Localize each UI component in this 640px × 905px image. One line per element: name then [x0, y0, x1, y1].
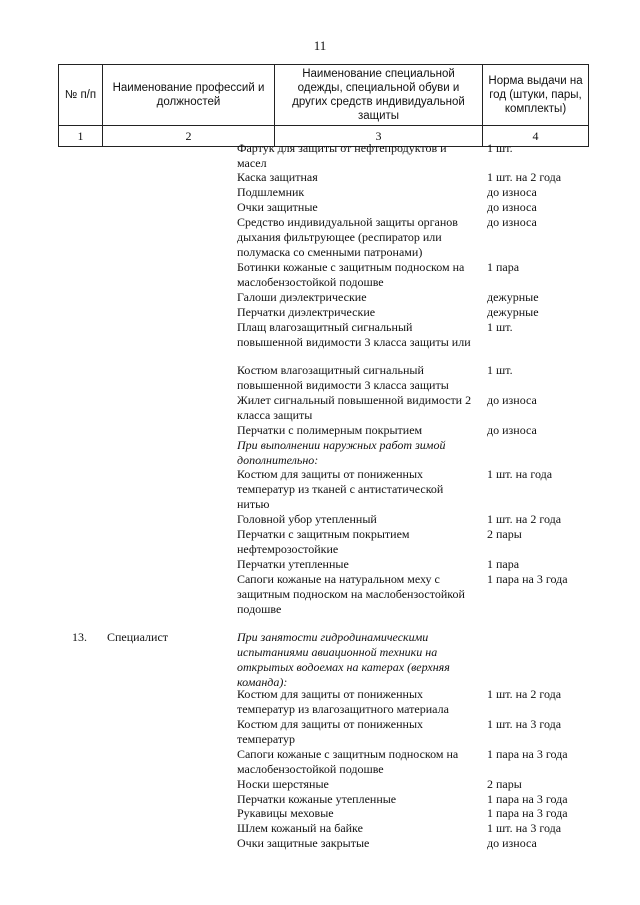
item-name: Перчатки диэлектрические	[237, 305, 376, 319]
item-name: Фартук для защиты от нефтепродуктов и масел	[237, 141, 447, 170]
issue-norm: 1 пара на 3 года	[487, 806, 568, 820]
issue-norm: до износа	[487, 393, 537, 407]
issue-norm: 2 пары	[487, 777, 522, 791]
issue-norm: 1 пара на 3 года	[487, 747, 568, 761]
item-name: Шлем кожаный на байке	[237, 821, 363, 835]
condition-note: При занятости гидродинамическими испытаниями авиационной техники на открытых водоемах на катерах (верхняя команда):	[237, 630, 450, 689]
issue-norm: 1 шт. на 2 года	[487, 170, 562, 184]
issue-norm: 1 шт. на 3 года	[487, 821, 562, 835]
issue-norm: 1 пара на 3 года	[487, 792, 568, 806]
issue-norm: 1 шт. на 2 года	[487, 512, 562, 526]
issue-norm: 1 шт.	[487, 141, 513, 155]
col-num-2: 2	[103, 126, 275, 146]
header-col-item: Наименование специальной одежды, специальной обуви и других средств индивидуальной защиты	[275, 65, 483, 125]
row-number: 13.	[72, 630, 87, 644]
header-col-profession: Наименование профессий и должностей	[103, 65, 275, 125]
item-name: Очки защитные закрытые	[237, 836, 370, 850]
item-name: Галоши диэлектрические	[237, 290, 367, 304]
item-name: Сапоги кожаные с защитным подноском на маслобензостойкой подошве	[237, 747, 459, 776]
item-name: Каска защитная	[237, 170, 318, 184]
item-name: Подшлемник	[237, 185, 305, 199]
item-name: Сапоги кожаные на натуральном меху с защитным подноском на маслобензостойкой подошве	[237, 572, 465, 616]
item-name: Костюм для защиты от пониженных температур из влагозащитного материала	[237, 687, 449, 716]
issue-norm: до износа	[487, 215, 537, 229]
issue-norm: до износа	[487, 423, 537, 437]
page-number: 11	[313, 38, 327, 53]
issue-norm: 1 шт.	[487, 363, 513, 377]
item-name: Носки шерстяные	[237, 777, 329, 791]
issue-norm: 1 шт. на 2 года	[487, 687, 562, 701]
issue-norm: 1 пара	[487, 557, 520, 571]
col-num-4: 4	[532, 129, 539, 143]
item-name: Рукавицы меховые	[237, 806, 334, 820]
item-name: Костюм для защиты от пониженных температур из тканей с антистатической нитью	[237, 467, 444, 511]
item-name: Очки защитные	[237, 200, 318, 214]
col-num-1: 1	[59, 126, 103, 146]
table-header	[58, 64, 589, 126]
issue-norm: 2 пары	[487, 527, 522, 541]
issue-norm: до износа	[487, 185, 537, 199]
item-name: Перчатки с полимерным покрытием	[237, 423, 423, 437]
header-col-norm: Норма выдачи на год (штуки, пары, комплекты)	[488, 75, 583, 115]
profession-name: Специалист	[107, 630, 169, 644]
condition-note: При выполнении наружных работ зимой дополнительно:	[237, 438, 446, 467]
header-col-number: № п/п	[59, 65, 103, 125]
item-name: Перчатки утепленные	[237, 557, 349, 571]
item-name: Жилет сигнальный повышенной видимости 2 класса защиты	[237, 393, 472, 422]
issue-norm: дежурные	[487, 290, 539, 304]
col-num-3: 3	[275, 126, 483, 146]
item-name: Ботинки кожаные с защитным подноском на маслобензостойкой подошве	[237, 260, 465, 289]
item-name: Перчатки с защитным покрытием нефтемрозостойкие	[237, 527, 410, 556]
issue-norm: дежурные	[487, 305, 539, 319]
item-name: Головной убор утепленный	[237, 512, 377, 526]
issue-norm: 1 пара на 3 года	[487, 572, 568, 586]
item-name: Средство индивидуальной защиты органов дыхания фильтрующее (респиратор или полумаска со сменными патронами)	[237, 215, 458, 259]
issue-norm: 1 шт. на года	[487, 467, 553, 481]
item-name: Костюм влагозащитный сигнальный повышенной видимости 3 класса защиты	[237, 363, 449, 392]
issue-norm: до износа	[487, 200, 537, 214]
item-name: Перчатки кожаные утепленные	[237, 792, 397, 806]
item-name: Плащ влагозащитный сигнальный повышенной видимости 3 класса защиты или	[237, 320, 471, 349]
issue-norm: 1 пара	[487, 260, 520, 274]
issue-norm: до износа	[487, 836, 537, 850]
issue-norm: 1 шт.	[487, 320, 513, 334]
issue-norm: 1 шт. на 3 года	[487, 717, 562, 731]
item-name: Костюм для защиты от пониженных температур	[237, 717, 424, 746]
